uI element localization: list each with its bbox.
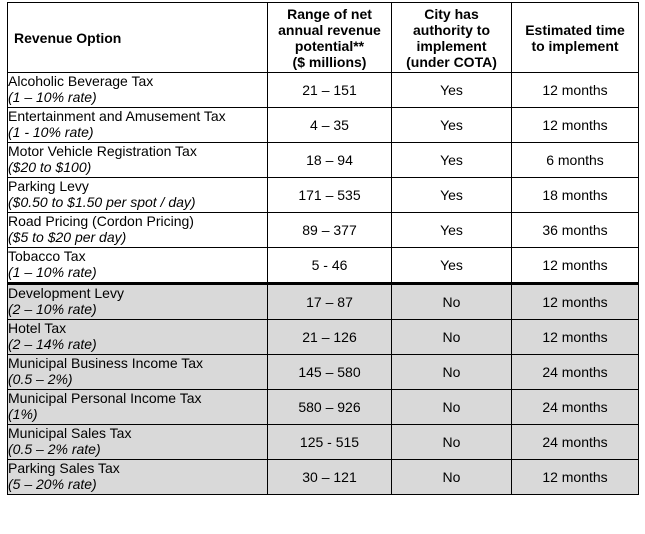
table-row bbox=[8, 390, 639, 425]
time-cell: 6 months bbox=[512, 143, 639, 178]
table-row bbox=[8, 213, 639, 248]
authority-cell: Yes bbox=[392, 143, 512, 178]
range-cell: 21 – 126 bbox=[268, 320, 392, 355]
revenue-option-cell bbox=[8, 460, 268, 495]
time-cell: 24 months bbox=[512, 425, 639, 460]
option-name: Hotel Tax bbox=[8, 320, 67, 336]
time-cell: 36 months bbox=[512, 213, 639, 248]
option-name: Motor Vehicle Registration Tax bbox=[8, 143, 197, 159]
table-row bbox=[8, 460, 639, 495]
option-detail: (0.5 – 2% rate) bbox=[8, 441, 101, 457]
range-cell: 580 – 926 bbox=[268, 390, 392, 425]
time-cell: 12 months bbox=[512, 284, 639, 320]
range-cell: 145 – 580 bbox=[268, 355, 392, 390]
table-row bbox=[8, 73, 639, 108]
revenue-option-cell bbox=[8, 143, 268, 178]
option-name: Road Pricing (Cordon Pricing) bbox=[8, 213, 194, 229]
authority-cell: No bbox=[392, 320, 512, 355]
option-detail: ($5 to $20 per day) bbox=[8, 229, 127, 245]
range-cell: 125 - 515 bbox=[268, 425, 392, 460]
header-authority: City has authority to implement (under COTA) bbox=[392, 3, 512, 73]
option-detail: (5 – 20% rate) bbox=[8, 476, 97, 492]
authority-cell: Yes bbox=[392, 73, 512, 108]
option-detail: (1 – 10% rate) bbox=[8, 264, 97, 280]
authority-cell: No bbox=[392, 460, 512, 495]
revenue-option-cell bbox=[8, 248, 268, 284]
time-cell: 12 months bbox=[512, 73, 639, 108]
option-name: Alcoholic Beverage Tax bbox=[8, 73, 154, 89]
authority-cell: Yes bbox=[392, 108, 512, 143]
range-cell: 21 – 151 bbox=[268, 73, 392, 108]
time-cell: 12 months bbox=[512, 248, 639, 284]
table-row bbox=[8, 284, 639, 320]
header-revenue-option: Revenue Option bbox=[8, 3, 268, 73]
authority-cell: Yes bbox=[392, 178, 512, 213]
option-detail: (1 - 10% rate) bbox=[8, 124, 94, 140]
table-row bbox=[8, 108, 639, 143]
revenue-option-cell bbox=[8, 108, 268, 143]
option-detail: (1 – 10% rate) bbox=[8, 89, 97, 105]
time-cell: 24 months bbox=[512, 355, 639, 390]
revenue-option-cell bbox=[8, 390, 268, 425]
range-cell: 17 – 87 bbox=[268, 284, 392, 320]
authority-cell: No bbox=[392, 425, 512, 460]
revenue-options-table bbox=[7, 2, 639, 495]
time-cell: 12 months bbox=[512, 108, 639, 143]
option-name: Parking Levy bbox=[8, 178, 89, 194]
revenue-option-cell bbox=[8, 284, 268, 320]
option-detail: ($20 to $100) bbox=[8, 159, 92, 175]
table-row bbox=[8, 320, 639, 355]
time-cell: 12 months bbox=[512, 320, 639, 355]
authority-cell: No bbox=[392, 390, 512, 425]
option-detail: (2 – 14% rate) bbox=[8, 336, 97, 352]
option-detail: ($0.50 to $1.50 per spot / day) bbox=[8, 194, 196, 210]
option-name: Entertainment and Amusement Tax bbox=[8, 108, 226, 124]
table-row bbox=[8, 178, 639, 213]
range-cell: 89 – 377 bbox=[268, 213, 392, 248]
time-cell: 24 months bbox=[512, 390, 639, 425]
option-name: Municipal Business Income Tax bbox=[8, 355, 204, 371]
option-name: Tobacco Tax bbox=[8, 248, 86, 264]
authority-cell: Yes bbox=[392, 213, 512, 248]
authority-cell: No bbox=[392, 284, 512, 320]
revenue-option-cell bbox=[8, 178, 268, 213]
option-name: Municipal Personal Income Tax bbox=[8, 390, 202, 406]
revenue-option-cell bbox=[8, 213, 268, 248]
table-row bbox=[8, 248, 639, 284]
revenue-option-cell bbox=[8, 320, 268, 355]
revenue-option-cell bbox=[8, 425, 268, 460]
option-name: Municipal Sales Tax bbox=[8, 425, 132, 441]
time-cell: 18 months bbox=[512, 178, 639, 213]
option-detail: (0.5 – 2%) bbox=[8, 371, 73, 387]
option-name: Parking Sales Tax bbox=[8, 460, 120, 476]
option-detail: (1%) bbox=[8, 406, 38, 422]
range-cell: 5 - 46 bbox=[268, 248, 392, 284]
header-row bbox=[8, 3, 639, 73]
authority-cell: Yes bbox=[392, 248, 512, 284]
range-cell: 171 – 535 bbox=[268, 178, 392, 213]
revenue-option-cell bbox=[8, 73, 268, 108]
range-cell: 18 – 94 bbox=[268, 143, 392, 178]
table-row bbox=[8, 143, 639, 178]
range-cell: 4 – 35 bbox=[268, 108, 392, 143]
header-time: Estimated time to implement bbox=[512, 3, 639, 73]
range-cell: 30 – 121 bbox=[268, 460, 392, 495]
time-cell: 12 months bbox=[512, 460, 639, 495]
header-range: Range of net annual revenue potential** ($ millions) bbox=[268, 3, 392, 73]
revenue-option-cell bbox=[8, 355, 268, 390]
option-detail: (2 – 10% rate) bbox=[8, 301, 97, 317]
option-name: Development Levy bbox=[8, 285, 124, 301]
authority-cell: No bbox=[392, 355, 512, 390]
table-row bbox=[8, 425, 639, 460]
table-row bbox=[8, 355, 639, 390]
